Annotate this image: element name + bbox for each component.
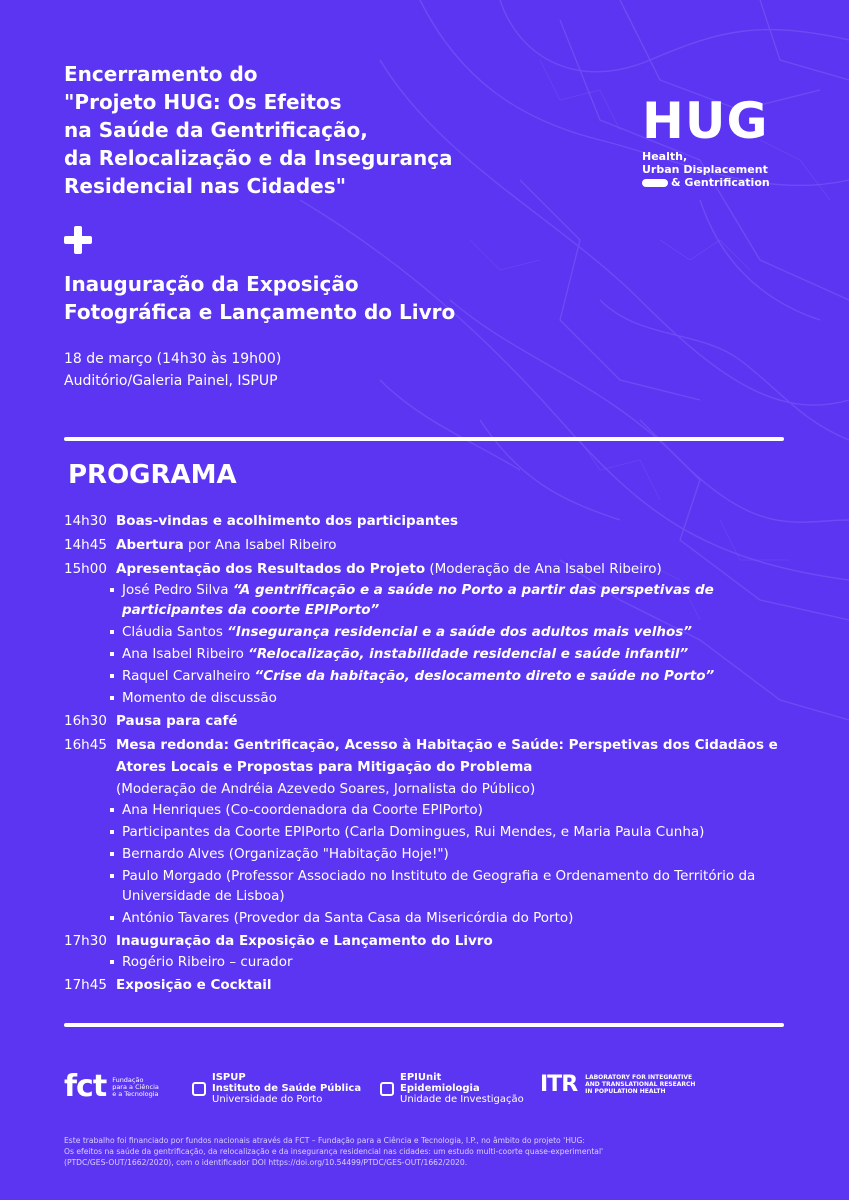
item-title: Pausa para café bbox=[116, 713, 238, 729]
program-item bbox=[64, 974, 804, 996]
partner-logos bbox=[64, 1069, 784, 1116]
bullet-list bbox=[110, 952, 804, 972]
itr-text: IN POPULATION HEALTH bbox=[585, 1088, 666, 1095]
funding-line: Este trabalho foi financiado por fundos nacionais através da FCT – Fundação para a Ciência e Tecnologia, I.P., no âmbito do projeto 'HUG: bbox=[64, 1136, 585, 1145]
ispup-text: ISPUP bbox=[212, 1072, 246, 1083]
list-item bbox=[110, 688, 804, 708]
program-list bbox=[64, 508, 804, 996]
list-item bbox=[110, 644, 804, 664]
itr-text: AND TRANSLATIONAL RESEARCH bbox=[585, 1081, 696, 1088]
funding-statement bbox=[64, 1135, 784, 1168]
fct-text: Fundação bbox=[112, 1075, 144, 1084]
list-item bbox=[110, 580, 804, 620]
program-item bbox=[64, 534, 804, 556]
funding-line: (PTDC/GES-OUT/1662/2020), com o identificador DOI https://doi.org/10.54499/PTDC/GES-OUT/1662/2020. bbox=[64, 1158, 468, 1167]
divider bbox=[64, 1023, 784, 1027]
hug-logo-line: & Gentrification bbox=[671, 176, 770, 189]
itr-logo bbox=[540, 1072, 695, 1097]
list-item: Paulo Morgado (Professor Associado no Instituto de Geografia e Ordenamento do Território da Universidade de Lisboa) bbox=[110, 866, 804, 906]
title-line: Encerramento do bbox=[64, 62, 258, 86]
title-line: na Saúde da Gentrificação, bbox=[64, 118, 368, 142]
epiunit-logo bbox=[380, 1072, 524, 1105]
item-suffix: (Moderação de Ana Isabel Ribeiro) bbox=[425, 561, 662, 577]
fct-mark: fct bbox=[64, 1069, 107, 1104]
fct-logo bbox=[64, 1069, 159, 1104]
event-title bbox=[64, 60, 624, 200]
event-date: 18 de março (14h30 às 19h00) bbox=[64, 351, 282, 367]
list-item bbox=[110, 622, 804, 642]
event-subtitle bbox=[64, 270, 664, 326]
epiunit-square-icon bbox=[380, 1082, 394, 1096]
item-title: Abertura bbox=[116, 537, 184, 553]
title-line: Residencial nas Cidades" bbox=[64, 174, 347, 198]
list-item: Ana Henriques (Co-coordenadora da Coorte EPIPorto) bbox=[110, 800, 804, 820]
item-title: Exposição e Cocktail bbox=[116, 977, 272, 993]
item-note: (Moderação de Andréia Azevedo Soares, Jornalista do Público) bbox=[116, 781, 536, 797]
item-title: Boas-vindas e acolhimento dos participantes bbox=[116, 513, 459, 529]
event-when bbox=[64, 348, 281, 392]
epiunit-text: Unidade de Investigação bbox=[400, 1094, 524, 1105]
item-time: 16h45 bbox=[64, 737, 107, 753]
item-title: Apresentação dos Resultados do Projeto bbox=[116, 561, 426, 577]
item-time: 17h30 bbox=[64, 933, 107, 949]
talk-title: “Insegurança residencial e a saúde dos adultos mais velhos” bbox=[227, 624, 692, 640]
item-time: 16h30 bbox=[64, 713, 107, 729]
hug-bar-icon bbox=[642, 179, 668, 187]
talk-title: “A gentrificação e a saúde no Porto a partir das perspetivas de participantes da coorte EPIPorto” bbox=[122, 582, 714, 618]
subtitle-line: Inauguração da Exposição bbox=[64, 272, 359, 296]
program-item bbox=[64, 558, 804, 580]
fct-text: e a Tecnologia bbox=[112, 1089, 159, 1098]
item-suffix: por Ana Isabel Ribeiro bbox=[183, 537, 337, 553]
hug-logo bbox=[642, 92, 782, 189]
programa-heading: PROGRAMA bbox=[68, 460, 237, 490]
bullet-list bbox=[110, 580, 804, 708]
item-title: Inauguração da Exposição e Lançamento do Livro bbox=[116, 933, 493, 949]
program-item bbox=[64, 510, 804, 532]
hug-logo-line: Health, bbox=[642, 150, 688, 163]
subtitle-line: Fotográfica e Lançamento do Livro bbox=[64, 300, 456, 324]
itr-mark: ITR bbox=[540, 1072, 578, 1097]
item-time: 17h45 bbox=[64, 977, 107, 993]
speaker-name: Cláudia Santos bbox=[122, 624, 228, 640]
talk-title: “Crise da habitação, deslocamento direto e saúde no Porto” bbox=[254, 668, 715, 684]
list-item: Participantes da Coorte EPIPorto (Carla Domingues, Rui Mendes, e Maria Paula Cunha) bbox=[110, 822, 804, 842]
ispup-text: Universidade do Porto bbox=[212, 1094, 323, 1105]
speaker-name: Raquel Carvalheiro bbox=[122, 668, 255, 684]
epiunit-text: Epidemiologia bbox=[400, 1083, 480, 1094]
hug-logo-line: Urban Displacement bbox=[642, 163, 768, 176]
speaker-name: José Pedro Silva bbox=[122, 582, 233, 598]
list-item: Bernardo Alves (Organização "Habitação Hoje!") bbox=[110, 844, 804, 864]
event-venue: Auditório/Galeria Painel, ISPUP bbox=[64, 373, 278, 389]
program-item bbox=[64, 710, 804, 732]
ispup-text: Instituto de Saúde Pública bbox=[212, 1083, 362, 1094]
ispup-logo bbox=[192, 1072, 361, 1105]
divider bbox=[64, 437, 784, 441]
bullet-list bbox=[110, 800, 804, 928]
epiunit-text: EPIUnit bbox=[400, 1072, 442, 1083]
list-item: António Tavares (Provedor da Santa Casa da Misericórdia do Porto) bbox=[110, 908, 804, 928]
itr-text: LABORATORY FOR INTEGRATIVE bbox=[585, 1074, 693, 1081]
funding-line: Os efeitos na saúde da gentrificação, da relocalização e da insegurança residencial nas cidades: um estudo multi-coorte quase-experimental' bbox=[64, 1147, 604, 1156]
title-line: "Projeto HUG: Os Efeitos bbox=[64, 90, 342, 114]
program-item bbox=[64, 930, 804, 952]
item-title: Mesa redonda: Gentrificação, Acesso à Habitação e Saúde: Perspetivas dos Cidadãos e Atores Locais e Propostas para Mitigação do Problema bbox=[116, 737, 778, 775]
speaker-name: Momento de discussão bbox=[122, 690, 277, 706]
talk-title: “Relocalização, instabilidade residencial e saúde infantil” bbox=[248, 646, 689, 662]
plus-icon bbox=[64, 226, 92, 254]
list-item: Rogério Ribeiro – curador bbox=[110, 952, 804, 972]
title-line: da Relocalização e da Insegurança bbox=[64, 146, 453, 170]
list-item bbox=[110, 666, 804, 686]
fct-text: para a Ciência bbox=[112, 1082, 159, 1091]
ispup-square-icon bbox=[192, 1082, 206, 1096]
item-time: 14h30 bbox=[64, 513, 107, 529]
item-time: 14h45 bbox=[64, 537, 107, 553]
program-item bbox=[64, 734, 804, 778]
hug-logo-mark: HUG bbox=[642, 92, 769, 150]
speaker-name: Ana Isabel Ribeiro bbox=[122, 646, 249, 662]
item-time: 15h00 bbox=[64, 561, 107, 577]
